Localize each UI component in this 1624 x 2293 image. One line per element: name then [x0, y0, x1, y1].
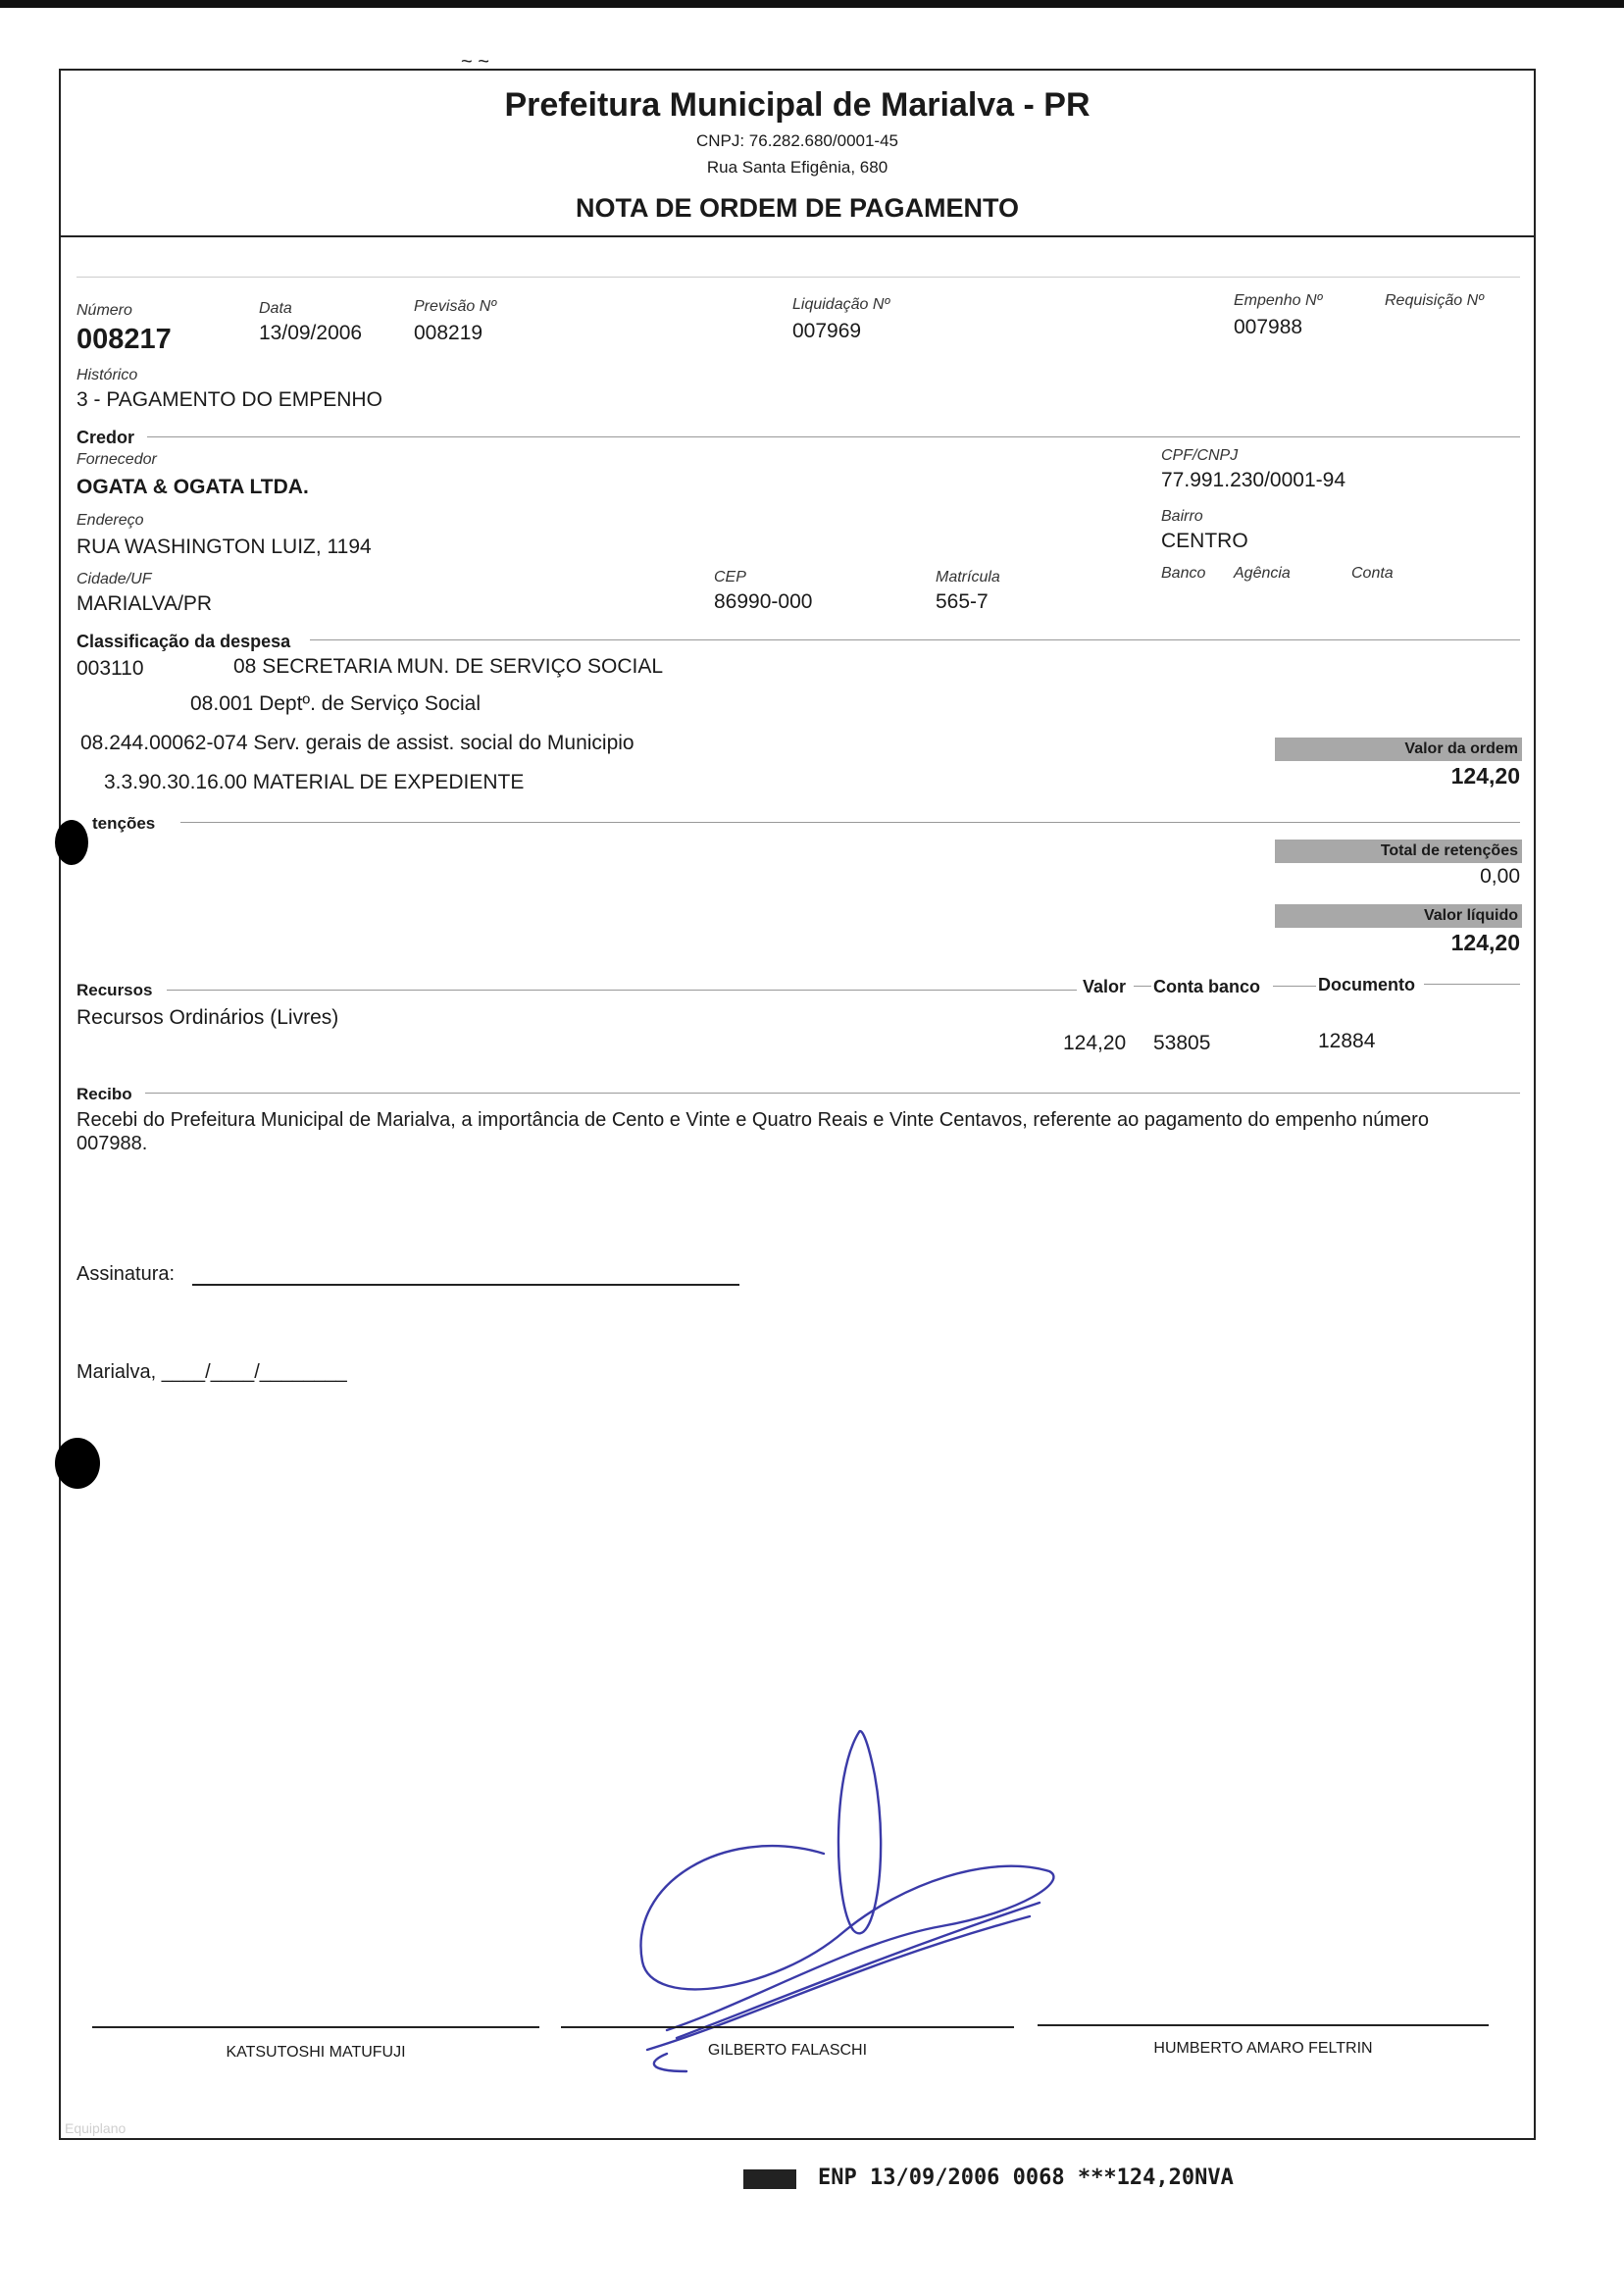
data-value: 13/09/2006	[259, 322, 363, 344]
matricula-label: Matrícula	[936, 569, 1000, 586]
numero-value: 008217	[76, 324, 172, 355]
cep-label: CEP	[714, 569, 746, 586]
empenho-label: Empenho Nº	[1234, 292, 1323, 309]
header-divider	[59, 235, 1536, 237]
credor-section: Credor	[76, 428, 135, 447]
document-title: NOTA DE ORDEM DE PAGAMENTO	[575, 193, 1019, 223]
agencia-label: Agência	[1234, 565, 1291, 582]
historico-value: 3 - PAGAMENTO DO EMPENHO	[76, 388, 382, 411]
signature-line-1	[92, 2026, 539, 2028]
recursos-rule-3	[1273, 986, 1316, 987]
cidade-value: MARIALVA/PR	[76, 592, 213, 615]
recursos-documento-label: Documento	[1318, 975, 1415, 994]
previsao-label: Previsão Nº	[414, 298, 497, 315]
bairro-label: Bairro	[1161, 508, 1203, 525]
recursos-documento: 12884	[1318, 1030, 1376, 1052]
ids-divider	[76, 277, 1520, 278]
bairro-value: CENTRO	[1161, 530, 1248, 552]
valor-liquido-value: 124,20	[1450, 930, 1520, 955]
stamp-logo	[743, 2169, 796, 2189]
endereco-value: RUA WASHINGTON LUIZ, 1194	[76, 535, 372, 558]
recursos-valor-label: Valor	[1083, 977, 1127, 996]
recursos-rule-4	[1424, 984, 1520, 985]
numero-label: Número	[76, 302, 132, 319]
cidade-label: Cidade/UF	[76, 571, 152, 587]
recursos-conta-label: Conta banco	[1153, 977, 1261, 996]
classificacao-code: 003110	[76, 657, 144, 680]
city-date-line: Marialva, ____/____/________	[76, 1361, 347, 1383]
address-line: Rua Santa Efigênia, 680	[706, 158, 888, 177]
cpf-label: CPF/CNPJ	[1161, 447, 1239, 464]
recursos-rule-2	[1134, 986, 1151, 987]
historico-label: Histórico	[76, 367, 138, 383]
classificacao-rule	[310, 639, 1520, 640]
signatory-2: GILBERTO FALASCHI	[707, 2042, 868, 2059]
footer-stamp: ENP 13/09/2006 0068 ***124,20NVA	[818, 2166, 1234, 2190]
banco-label: Banco	[1161, 565, 1206, 582]
retencoes-section: tenções	[92, 814, 156, 833]
liquidacao-value: 007969	[792, 320, 862, 342]
assinatura-line[interactable]	[192, 1284, 739, 1286]
classificacao-line4: 3.3.90.30.16.00 MATERIAL DE EXPEDIENTE	[104, 771, 525, 793]
valor-liquido-label: Valor líquido	[1275, 904, 1522, 928]
recursos-valor: 124,20	[1063, 1032, 1127, 1054]
cnpj-line: CNPJ: 76.282.680/0001-45	[695, 131, 899, 150]
punch-hole	[55, 1438, 100, 1489]
punch-hole	[55, 820, 88, 865]
total-retencoes-value: 0,00	[1480, 865, 1520, 888]
liquidacao-label: Liquidação Nº	[792, 296, 890, 313]
recursos-conta: 53805	[1153, 1032, 1211, 1054]
cpf-value: 77.991.230/0001-94	[1161, 469, 1346, 491]
retencoes-rule	[180, 822, 1520, 823]
recibo-rule	[145, 1093, 1520, 1094]
fornecedor-value: OGATA & OGATA LTDA.	[76, 476, 309, 498]
fornecedor-label: Fornecedor	[76, 451, 157, 468]
classificacao-line1: 08 SECRETARIA MUN. DE SERVIÇO SOCIAL	[233, 655, 664, 678]
recursos-descricao: Recursos Ordinários (Livres)	[76, 1006, 339, 1029]
signature-line-2	[561, 2026, 1014, 2028]
matricula-value: 565-7	[936, 590, 989, 613]
assinatura-label: Assinatura:	[76, 1263, 176, 1285]
data-label: Data	[259, 300, 292, 317]
valor-ordem-value: 124,20	[1450, 763, 1520, 789]
previsao-value: 008219	[414, 322, 483, 344]
handwritten-signature	[608, 1707, 1069, 2079]
page-title: Prefeitura Municipal de Marialva - PR	[504, 86, 1091, 124]
scan-top-border	[0, 0, 1624, 8]
classificacao-line2: 08.001 Deptº. de Serviço Social	[190, 692, 482, 715]
classificacao-line3: 08.244.00062-074 Serv. gerais de assist. social do Municipio	[80, 732, 634, 754]
conta-label: Conta	[1351, 565, 1394, 582]
signature-line-3	[1038, 2024, 1489, 2026]
classificacao-section: Classificação da despesa	[76, 632, 291, 651]
faint-mark: Equiplano	[65, 2120, 127, 2136]
signatory-3: HUMBERTO AMARO FELTRIN	[1153, 2040, 1373, 2057]
credor-rule	[147, 436, 1520, 437]
scan-marks: ~ ~	[461, 51, 489, 73]
signatory-1: KATSUTOSHI MATUFUJI	[226, 2044, 406, 2061]
recursos-section: Recursos	[76, 981, 153, 999]
recibo-section: Recibo	[76, 1085, 132, 1103]
empenho-value: 007988	[1234, 316, 1303, 338]
endereco-label: Endereço	[76, 512, 144, 529]
cep-value: 86990-000	[714, 590, 813, 613]
recibo-text: Recebi do Prefeitura Municipal de Marialva, a importância de Cento e Vinte e Quatro Reais e Vinte Centavos, referente ao pagamento do empenho número 007988.	[76, 1109, 1429, 1154]
total-retencoes-label: Total de retenções	[1275, 840, 1522, 863]
requisicao-label: Requisição Nº	[1385, 292, 1484, 309]
recursos-rule	[167, 990, 1077, 991]
valor-ordem-label: Valor da ordem	[1275, 738, 1522, 761]
